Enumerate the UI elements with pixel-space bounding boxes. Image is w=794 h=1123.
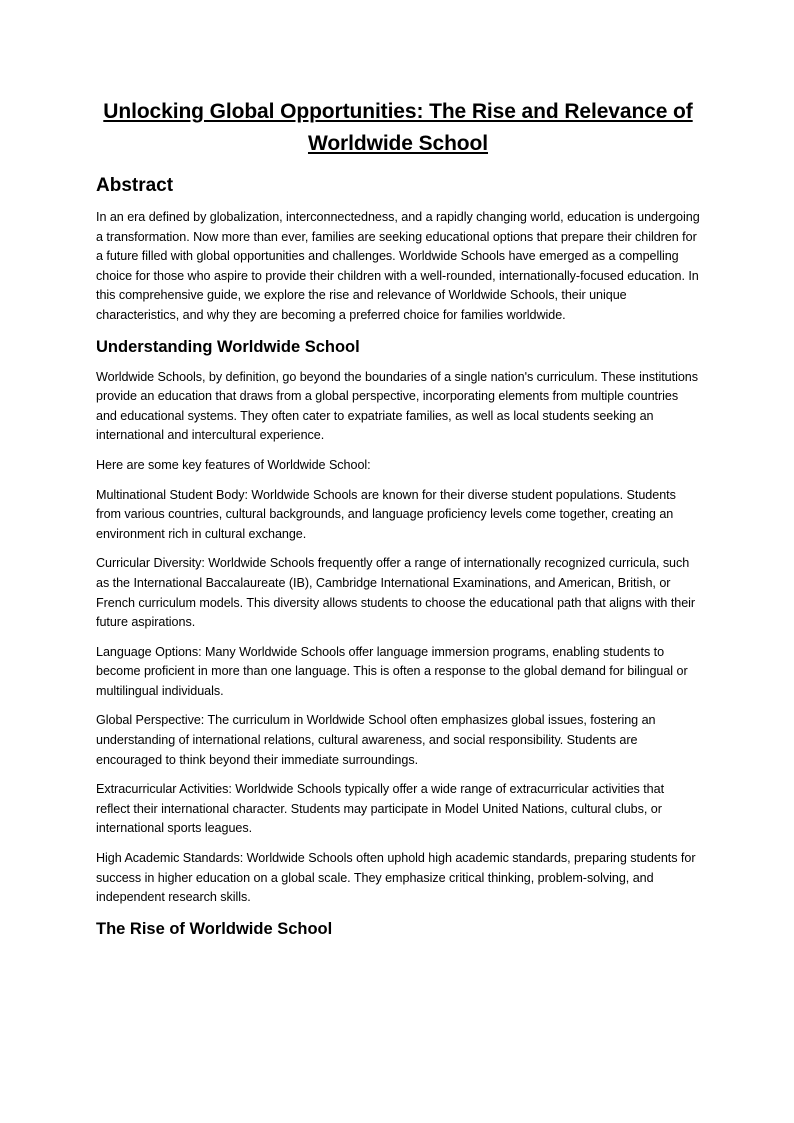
- feature-extracurricular-activities: Extracurricular Activities: Worldwide Schools typically offer a wide range of extracurricular activities that reflect their international character. Students may participate in Model United Nations, cultural clubs, or international sports leagues.: [96, 782, 665, 836]
- abstract-paragraph: In an era defined by globalization, interconnectedness, and a rapidly changing world, education is undergoing a transformation. Now more than ever, families are seeking educational options that prepare their children for a future filled with global opportunities and challenges. Worldwide Schools have emerged as a compelling choice for those who aspire to provide their children with a well-rounded, internationally-focused education. In this comprehensive guide, we explore the rise and relevance of Worldwide Schools, their unique characteristics, and why they are becoming a preferred choice for families worldwide.: [96, 210, 700, 322]
- understanding-heading: Understanding Worldwide School: [96, 337, 360, 356]
- abstract-heading: Abstract: [96, 175, 174, 196]
- feature-global-perspective: Global Perspective: The curriculum in Worldwide School often emphasizes global issues, fostering an understanding of international relations, cultural awareness, and social responsibility. Students are encouraged to think beyond their immediate surroundings.: [96, 713, 656, 767]
- document-title: Unlocking Global Opportunities: The Rise and Relevance of Worldwide School: [103, 100, 693, 155]
- features-lead-paragraph: Here are some key features of Worldwide School:: [96, 457, 371, 472]
- understanding-intro-paragraph: Worldwide Schools, by definition, go beyond the boundaries of a single nation's curriculum. These institutions provide an education that draws from a global perspective, incorporating elements from multiple countries and educational systems. They often cater to expatriate families, as well as local students seeking an international and intercultural experience.: [96, 369, 698, 443]
- feature-multinational-student-body: Multinational Student Body: Worldwide Schools are known for their diverse student populations. Students from various countries, cultural backgrounds, and language proficiency levels come together, creating an environment rich in cultural exchange.: [96, 487, 676, 541]
- feature-curricular-diversity: Curricular Diversity: Worldwide Schools frequently offer a range of internationally recognized curricula, such as the International Baccalaureate (IB), Cambridge International Examinations, and American, British, or French curriculum models. This diversity allows students to choose the educational path that aligns with their future aspirations.: [96, 556, 696, 630]
- document-page: [96, 96, 700, 950]
- rise-heading: The Rise of Worldwide School: [96, 919, 333, 938]
- feature-high-academic-standards: High Academic Standards: Worldwide Schools often uphold high academic standards, preparing students for success in higher education on a global scale. They emphasize critical thinking, problem-solving, and independent research skills.: [96, 851, 696, 905]
- feature-language-options: Language Options: Many Worldwide Schools offer language immersion programs, enabling students to become proficient in more than one language. This is often a response to the global demand for bilingual or multilingual individuals.: [96, 644, 688, 698]
